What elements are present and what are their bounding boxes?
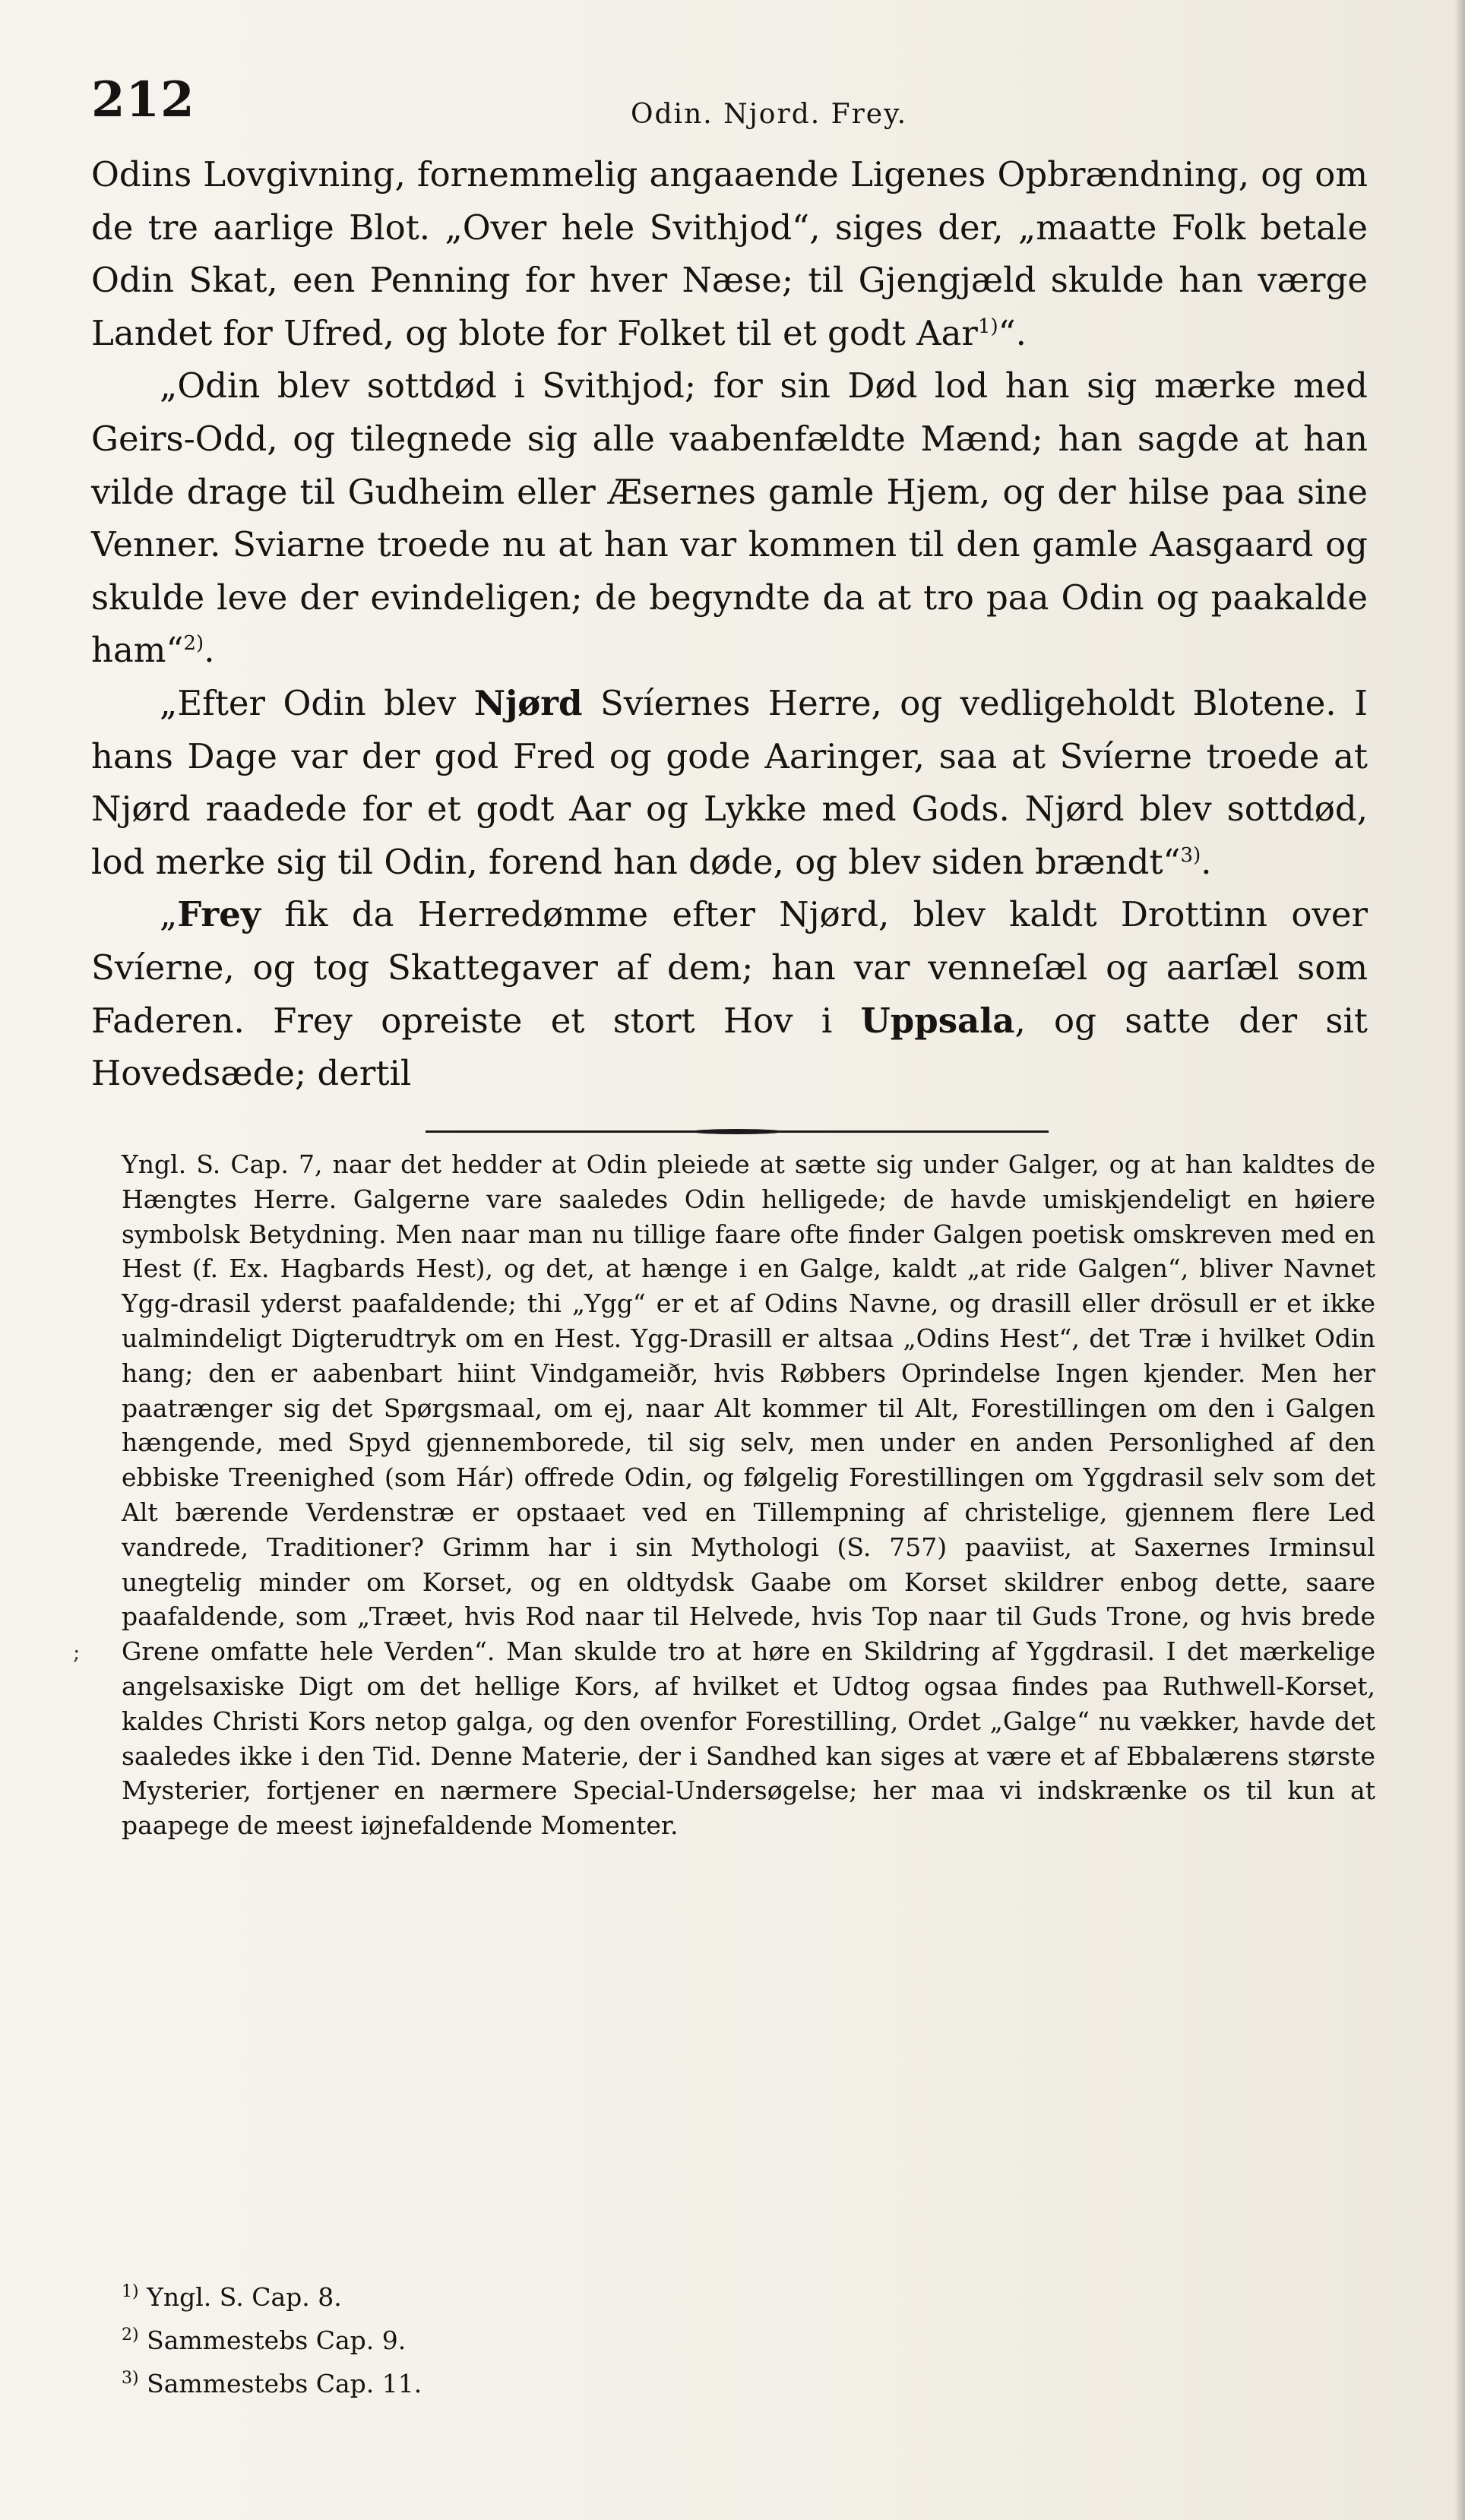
section-separator — [426, 1130, 1049, 1133]
footnotes — [122, 2275, 1337, 2405]
paragraph-4-end: , og satte der sit Hovedsæde; dertil — [91, 1000, 1368, 1094]
paragraph-3-start: „Efter Odin blev — [160, 682, 474, 723]
name-njord: Njørd — [473, 682, 583, 723]
long-note — [122, 1147, 1375, 1843]
place-uppsala: Uppsala — [860, 1000, 1015, 1041]
footnote-ref-3: 3) — [1180, 843, 1201, 867]
main-text — [91, 148, 1368, 1100]
paragraph-1 — [91, 148, 1368, 359]
footnote-2-mark: 2) — [122, 2326, 139, 2345]
paragraph-4 — [91, 888, 1368, 1099]
page-edge-shadow — [1454, 0, 1465, 2520]
footnote-1-text: Yngl. S. Cap. 8. — [147, 2282, 342, 2312]
paragraph-1-text: Odins Lovgivning, fornemmelig angaaende Ligenes Opbrændning, og om de tre aarlige Blot. „Over hele Svithjod“, siges der, „maatte Folk betale Odin Skat, een Penning for hver Næse; til Gjengjæld skulde han værge Landet for Ufred, og blote for Folket til et godt Aar — [91, 154, 1368, 353]
footnote-3 — [122, 2362, 1337, 2401]
page-number: 212 — [91, 71, 195, 128]
name-frey: Frey — [177, 894, 261, 935]
footnote-ref-2: 2) — [183, 632, 204, 656]
paragraph-3 — [91, 677, 1368, 888]
paragraph-3-end: . — [1201, 841, 1212, 882]
footnote-2 — [122, 2319, 1337, 2357]
paragraph-3-text: Svíernes Herre, og vedligeholdt Blotene. I hans Dage var der god Fred og gode Aaringer, saa at Svíerne troede at Njørd raadede for et godt Aar og Lykke med Gods. Njørd blev sottdød, lod merke sig til Odin, forend han døde, og blev siden brændt“ — [91, 682, 1368, 882]
paragraph-1-end: “. — [998, 312, 1027, 353]
footnote-ref-1: 1) — [977, 315, 998, 338]
footnote-3-mark: 3) — [122, 2369, 139, 2388]
footnote-1-mark: 1) — [122, 2282, 139, 2301]
paragraph-4-text: fik da Herredømme efter Njørd, blev kaldt Drottinn over Svíerne, og tog Skattegaver af dem; han var venneſæl og aarſæl som Faderen. Frey opreiste et stort Hov i — [91, 894, 1368, 1041]
footnote-3-text: Sammestebs Cap. 11. — [147, 2369, 422, 2398]
paragraph-2 — [91, 359, 1368, 677]
paragraph-4-quote: „ — [160, 894, 178, 935]
paragraph-2-text: „Odin blev sottdød i Svithjod; for sin Død lod han sig mærke med Geirs-Odd, og tilegnede sig alle vaabenfældte Mænd; han sagde at han vilde drage til Gudheim eller Æsernes gamle Hjem, og der hilse paa sine Venner. Sviarne troede nu at han var kommen til den gamle Aasgaard og skulde leve der evindeligen; de begyndte da at tro paa Odin og paakalde ham“ — [91, 365, 1368, 671]
long-note-text: Yngl. S. Cap. 7, naar det hedder at Odin pleiede at sætte sig under Galger, og at han kaldtes de Hængtes Herre. Galgerne vare saaledes Odin helligede; de havde umiskjendeligt en høiere symbolsk Betydning. Men naar man nu tillige faare ofte finder Galgen poetisk omskreven med en Hest (f. Ex. Hagbards Hest), og det, at hænge i en Galge, kaldt „at ride Galgen“, bliver Navnet Ygg-drasil yderst paafaldende; thi „Ygg“ er et af Odins Navne, og drasill eller drösull er et ikke ualmindeligt Digterudtryk om en Hest. Ygg-Drasill er altsaa „Odins Hest“, det Træ i hvilket Odin hang; den er aabenbart hiint Vindgameiðr, hvis Røbbers Oprindelse Ingen kjender. Men her paatrænger sig det Spørgsmaal, om ej, naar Alt kommer til Alt, Forestillingen om den i Galgen hængende, med Spyd gjennemborede, til sig selv, men under en anden Personlighed af den ebbiske Treenighed (som Hár) offrede Odin, og følgelig Forestillingen om Yggdrasil selv som det Alt bærende Verdenstræ er opstaaet ved en Tillempning af christelige, gjennem flere Led vandrede, Traditioner? Grimm har i sin Mythologi (S. 757) paaviist, at Saxernes Irminsul unegtelig minder om Korset, og en oldtydsk Gaabe om Korset skildrer enbog dette, saare paafaldende, som „Træet, hvis Rod naar til Helvede, hvis Top naar til Guds Trone, og hvis brede Grene omfatte hele Verden“. Man skulde tro at høre en Skildring af Yggdrasil. I det mærkelige angelsaxiske Digt om det hellige Kors, af hvilket et Udtog ogsaa findes paa Ruthwell-Korset, kaldes Christi Kors netop galga, og den ovenfor Forestilling, Ordet „Galge“ nu vækker, havde det saaledes ikke i den Tid. Denne Materie, der i Sandhed kan siges at være et af Ebbalærens største Mysterier, fortjener en nærmere Special-Undersøgelse; her maa vi indskrænke os til kun at paapege de meest iøjnefaldende Momenter. — [122, 1149, 1375, 1841]
paragraph-2-end: . — [204, 630, 215, 671]
footnote-1 — [122, 2275, 1337, 2314]
running-head: Odin. Njord. Frey. — [631, 99, 908, 130]
footnote-2-text: Sammestebs Cap. 9. — [147, 2326, 407, 2355]
margin-mark: ; — [73, 1639, 81, 1665]
